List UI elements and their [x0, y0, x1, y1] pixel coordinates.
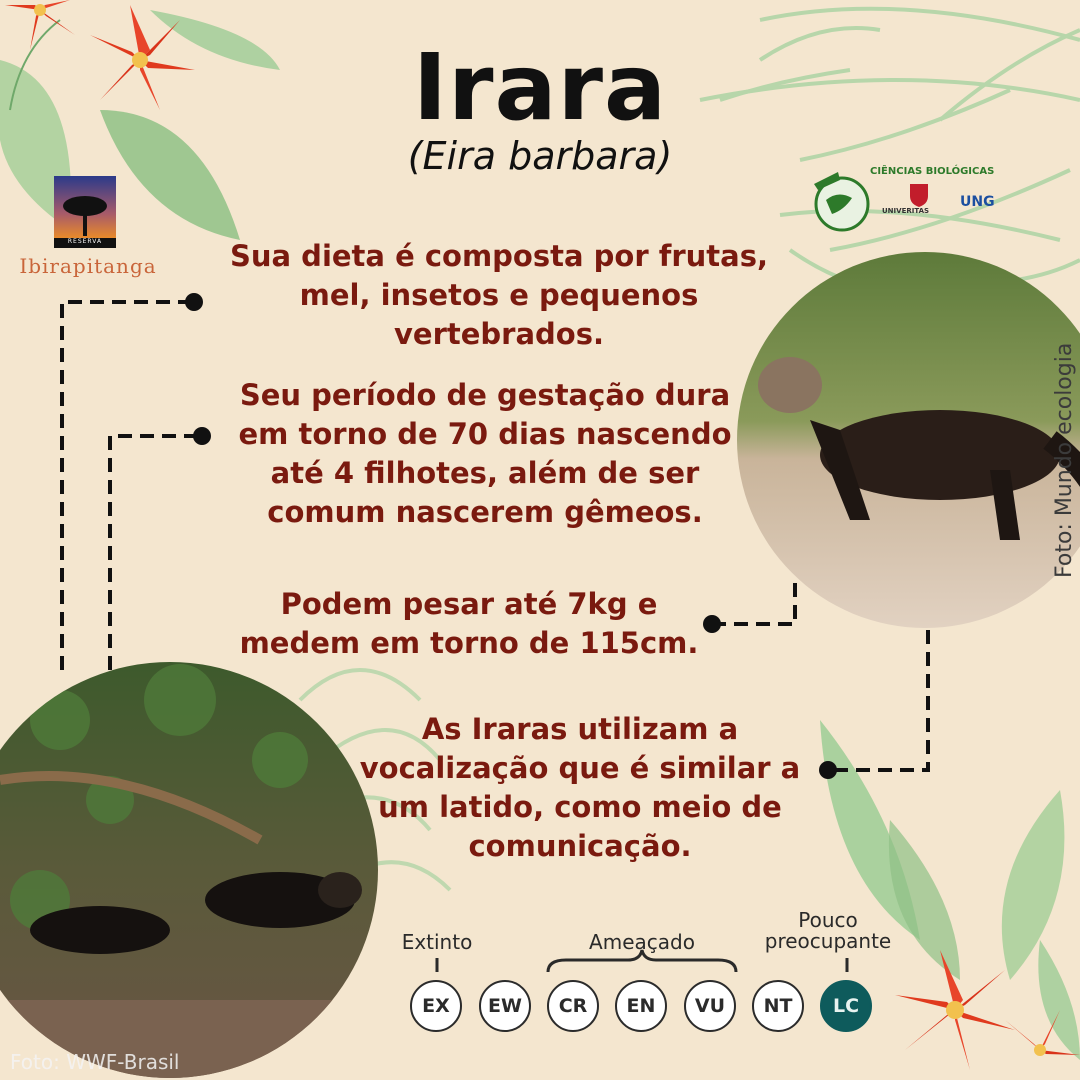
biology-title: CIÊNCIAS BIOLÓGICAS [870, 166, 995, 177]
fact-diet: Sua dieta é composta por frutas, mel, insetos e pequenos vertebrados. [229, 239, 768, 351]
iucn-ex: EX [410, 980, 462, 1032]
fact-vocalization: As Iraras utilizam a vocalização que é similar a um latido, como meio de comunicação. [359, 712, 801, 863]
page-title: Irara [412, 34, 668, 141]
iucn-label-threatened: Ameaçado [589, 930, 695, 954]
univeritas-label: UNIVERITAS [882, 207, 930, 215]
iucn-label-least-concern: Pouco preocupante [764, 908, 892, 953]
iucn-ew: EW [479, 980, 531, 1032]
iucn-lc: LC [820, 980, 872, 1032]
iucn-label-extinct: Extinto [401, 930, 473, 954]
scientific-name: (Eira barbara) [407, 134, 673, 178]
iucn-en: EN [615, 980, 667, 1032]
fact-size: Podem pesar até 7kg e medem em torno de 115cm. [239, 587, 699, 660]
univeritas-shield-icon [908, 182, 930, 208]
fact-gestation: Seu período de gestação dura em torno de 70 dias nascendo até 4 filhotes, além de ser comum nascerem gêmeos. [238, 378, 732, 529]
iucn-nt: NT [752, 980, 804, 1032]
reserve-top-label: RESERVA [67, 238, 103, 245]
ung-label: UNG [960, 194, 995, 210]
photo-credit-right: Foto: Mundo ecologia [1052, 342, 1077, 578]
reserve-name: Ibirapitanga [19, 254, 157, 278]
photo-credit-left: Foto: WWF-Brasil [10, 1050, 180, 1074]
tayra-photo-right [735, 250, 1080, 630]
reserve-ibirapitanga-logo [18, 176, 158, 286]
iucn-vu: VU [684, 980, 736, 1032]
tayra-photo-left [0, 660, 380, 1080]
iucn-cr: CR [547, 980, 599, 1032]
